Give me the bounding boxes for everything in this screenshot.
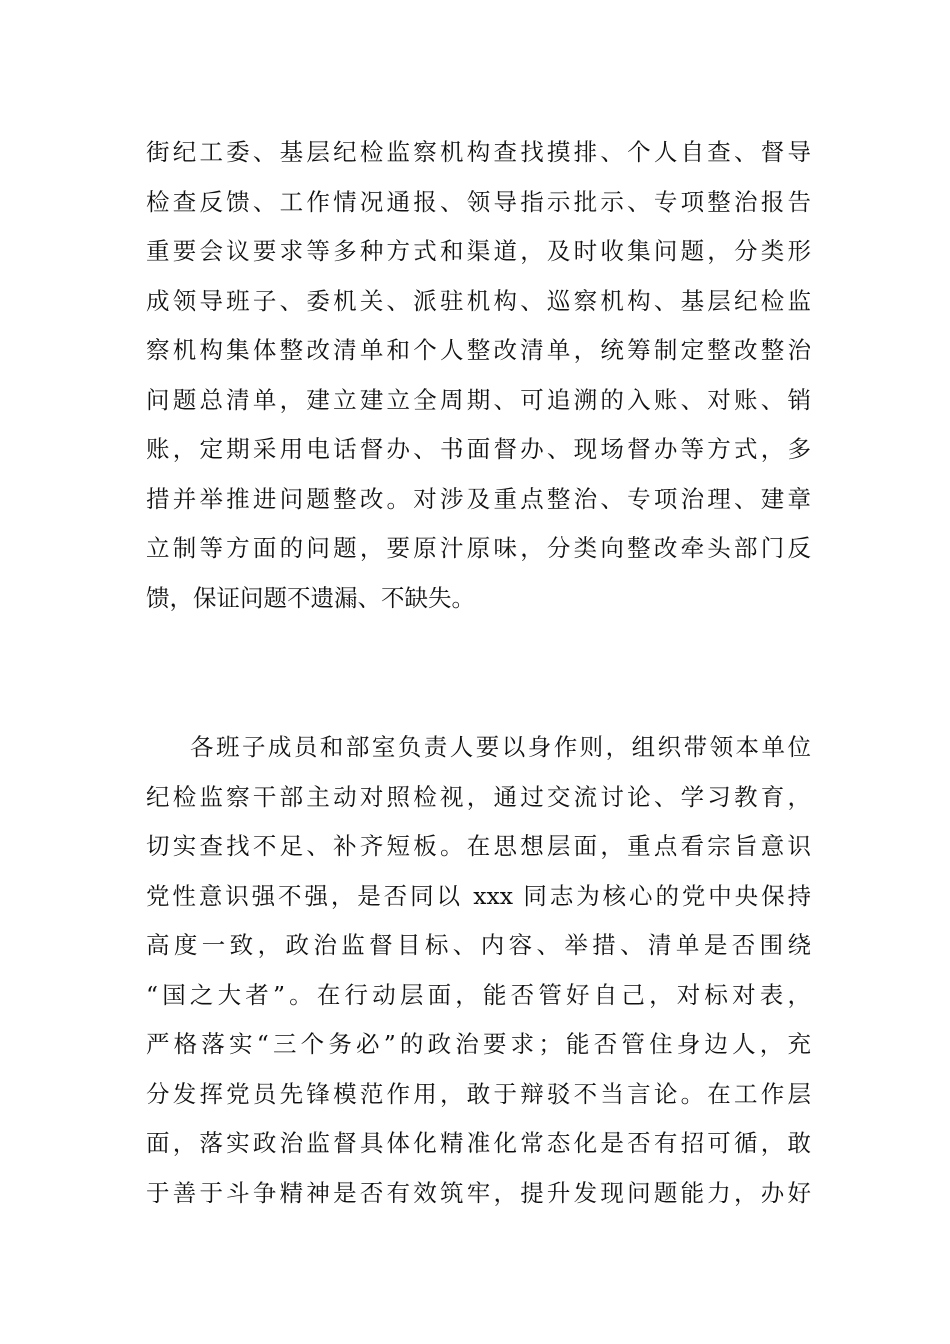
text-line: 立制等方面的问题，要原汁原味，分类向整改牵头部门反 <box>146 534 811 562</box>
text-line: 切实查找不足、补齐短板。在思想层面，重点看宗旨意识 <box>146 832 811 860</box>
text-line: 馈，保证问题不遗漏、不缺失。 <box>146 583 475 612</box>
text-line: 问题总清单，建立建立全周期、可追溯的入账、对账、销 <box>146 385 811 414</box>
text-line: 高度一致，政治监督目标、内容、举措、清单是否围绕 <box>146 931 811 959</box>
text-line: 街纪工委、基层纪检监察机构查找摸排、个人自查、督导 <box>146 138 811 166</box>
text-line: 成领导班子、委机关、派驻机构、巡察机构、基层纪检监 <box>146 286 811 315</box>
text-line: 分发挥党员先锋模范作用，敢于辩驳不当言论。在工作层 <box>146 1079 811 1108</box>
paragraph-1 <box>146 128 811 623</box>
text-line: 重要会议要求等多种方式和渠道，及时收集问题，分类形 <box>146 237 811 265</box>
text-line: 措并举推进问题整改。对涉及重点整治、专项治理、建章 <box>146 484 811 513</box>
text-line: 察机构集体整改清单和个人整改清单，统筹制定整改整治 <box>146 336 811 364</box>
text-line: “国之大者”。在行动层面，能否管好自己，对标对表， <box>146 980 811 1009</box>
text-line: 于善于斗争精神是否有效筑牢，提升发现问题能力，办好 <box>146 1178 811 1207</box>
text-line: 纪检监察干部主动对照检视，通过交流讨论、学习教育， <box>146 782 811 811</box>
text-line: 检查反馈、工作情况通报、领导指示批示、专项整治报告 <box>146 187 811 216</box>
text-line: 面，落实政治监督具体化精准化常态化是否有招可循，敢 <box>146 1129 811 1157</box>
text-line: 各班子成员和部室负责人要以身作则，组织带领本单位 <box>190 733 811 761</box>
text-line: 严格落实“三个务必”的政治要求；能否管住身边人，充 <box>146 1030 811 1058</box>
text-line: 账，定期采用电话督办、书面督办、现场督办等方式，多 <box>146 435 811 463</box>
text-line: 党性意识强不强，是否同以 xxx 同志为核心的党中央保持 <box>146 881 811 910</box>
paragraph-2 <box>146 723 811 1218</box>
